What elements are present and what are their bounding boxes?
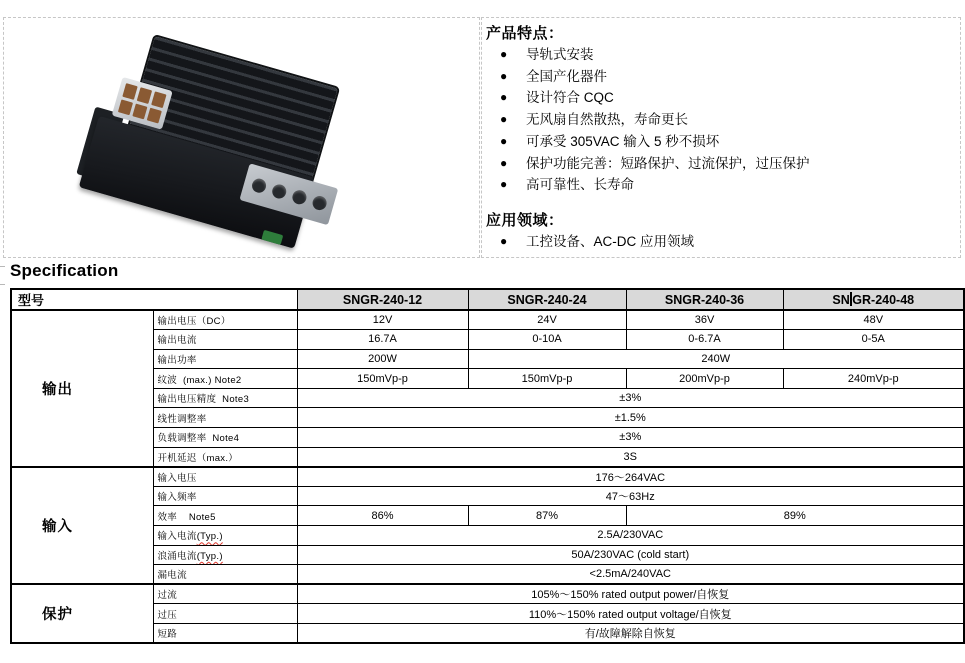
spec-table-head-section (11, 289, 964, 310)
value-cell: 3S (297, 447, 964, 467)
terminal-pin (118, 99, 133, 115)
terminal-pin (151, 91, 166, 107)
value-cell: 240W (468, 349, 964, 369)
terminal-hole (290, 188, 307, 205)
bullet-icon: ● (500, 133, 508, 148)
value-cell: 24V (468, 310, 626, 330)
spec-row (11, 467, 964, 487)
feature-item (486, 174, 960, 196)
value-cell: 200mVp-p (626, 369, 783, 389)
value-cell: 12V (297, 310, 468, 330)
feature-text: 保护功能完善：短路保护、过流保护，过压保护 (526, 155, 810, 171)
value-cell: 150mVp-p (297, 369, 468, 389)
bullet-icon: ● (500, 177, 508, 192)
row-label: 纹波 (max.) Note2 (153, 369, 297, 389)
row-label: 过流 (153, 584, 297, 604)
photo-frame (3, 17, 480, 258)
spec-row (11, 565, 964, 585)
model-header-row (11, 289, 964, 310)
spec-row (11, 408, 964, 428)
spec-row (11, 604, 964, 624)
model-text-after-caret: GR-240-48 (852, 293, 915, 307)
spellcheck-flagged-text: (Typ.) (196, 550, 223, 562)
terminal-pin (132, 103, 147, 119)
model-name-cell-with-caret (783, 289, 964, 310)
spec-row (11, 310, 964, 330)
bullet-icon: ● (500, 233, 508, 248)
spec-row (11, 349, 964, 369)
feature-item (486, 44, 960, 66)
spec-row (11, 486, 964, 506)
spec-table-body (11, 310, 964, 643)
row-label: 漏电流 (153, 565, 297, 585)
value-cell: 16.7A (297, 330, 468, 350)
spec-row (11, 584, 964, 604)
value-cell: 0-5A (783, 330, 964, 350)
row-label: 过压 (153, 604, 297, 624)
value-cell: 有/故障解除自恢复 (297, 624, 964, 644)
value-cell: 48V (783, 310, 964, 330)
spec-row (11, 545, 964, 565)
application-item (486, 231, 960, 253)
value-cell: 36V (626, 310, 783, 330)
value-cell: 47～63Hz (297, 486, 964, 506)
features-box (481, 17, 961, 258)
terminal-pin (137, 87, 152, 103)
value-cell: 176～264VAC (297, 467, 964, 487)
model-text-before-caret: SN (832, 293, 850, 307)
spec-row (11, 624, 964, 644)
value-cell: 89% (626, 506, 964, 526)
terminal-hole (310, 194, 327, 211)
product-photo (89, 46, 329, 241)
features-title: 产品特点： (486, 25, 564, 42)
spec-heading: Specification (10, 261, 119, 280)
row-label: 线性调整率 (153, 408, 297, 428)
row-label: 短路 (153, 624, 297, 644)
row-label: 浪涌电流(Typ.) (153, 545, 297, 565)
applications-title: 应用领域： (486, 211, 564, 229)
terminal-hole (250, 177, 267, 194)
group-label: 保护 (11, 584, 153, 643)
psu-body (94, 31, 340, 243)
spec-row (11, 447, 964, 467)
row-label: 输入频率 (153, 486, 297, 506)
bullet-icon: ● (500, 68, 508, 83)
value-cell: 240mVp-p (783, 369, 964, 389)
group-label: 输出 (11, 310, 153, 467)
terminal-hole (270, 183, 287, 200)
model-name-cell: SNGR-240-24 (468, 289, 626, 310)
bullet-icon: ● (500, 112, 508, 127)
outline-marker (0, 266, 5, 285)
feature-text: 设计符合 CQC (526, 90, 614, 106)
value-cell: 0-6.7A (626, 330, 783, 350)
feature-text: 全国产化器件 (526, 68, 607, 84)
row-label: 负载调整率 Note4 (153, 428, 297, 448)
features-list (486, 44, 960, 196)
group-label: 输入 (11, 467, 153, 585)
value-cell: ±1.5% (297, 408, 964, 428)
feature-text: 无风扇自然散热，寿命更长 (526, 112, 688, 128)
bullet-icon: ● (500, 155, 508, 170)
row-label: 输入电压 (153, 467, 297, 487)
feature-item (486, 87, 960, 109)
row-label: 输出功率 (153, 349, 297, 369)
value-cell: 0-10A (468, 330, 626, 350)
row-label: 开机延迟（max.） (153, 447, 297, 467)
feature-item (486, 131, 960, 153)
value-cell: 86% (297, 506, 468, 526)
spec-table (10, 288, 965, 644)
spec-row (11, 428, 964, 448)
feature-item (486, 109, 960, 131)
spec-row (11, 330, 964, 350)
value-cell: 150mVp-p (468, 369, 626, 389)
row-label: 效率 Note5 (153, 506, 297, 526)
value-cell: 2.5A/230VAC (297, 526, 964, 546)
value-cell: 110%～150% rated output voltage/自恢复 (297, 604, 964, 624)
model-header-label: 型号 (11, 289, 297, 310)
spec-row (11, 388, 964, 408)
value-cell: 87% (468, 506, 626, 526)
terminal-pin (122, 83, 137, 99)
feature-text: 高可靠性、长寿命 (526, 177, 634, 193)
value-cell: <2.5mA/240VAC (297, 565, 964, 585)
value-cell: 200W (297, 349, 468, 369)
row-label: 输出电流 (153, 330, 297, 350)
bullet-icon: ● (500, 90, 508, 105)
feature-text: 可承受 305VAC 输入 5 秒不损坏 (526, 133, 720, 149)
applications-list (486, 231, 960, 253)
feature-item (486, 153, 960, 175)
model-name-cell: SNGR-240-12 (297, 289, 468, 310)
value-cell: ±3% (297, 428, 964, 448)
feature-text: 导轨式安装 (526, 47, 594, 62)
row-label: 输出电压（DC） (153, 310, 297, 330)
value-cell: 50A/230VAC (cold start) (297, 545, 964, 565)
application-text: 工控设备、AC-DC 应用领域 (526, 233, 694, 249)
terminal-pin (147, 107, 162, 123)
value-cell: ±3% (297, 388, 964, 408)
row-label: 输出电压精度 Note3 (153, 388, 297, 408)
feature-item (486, 66, 960, 88)
spec-row (11, 526, 964, 546)
bullet-icon: ● (500, 47, 508, 61)
value-cell: 105%～150% rated output power/自恢复 (297, 584, 964, 604)
spec-row (11, 506, 964, 526)
spellcheck-flagged-text: (Typ.) (196, 531, 223, 543)
spec-row (11, 369, 964, 389)
row-label: 输入电流(Typ.) (153, 526, 297, 546)
model-name-cell: SNGR-240-36 (626, 289, 783, 310)
